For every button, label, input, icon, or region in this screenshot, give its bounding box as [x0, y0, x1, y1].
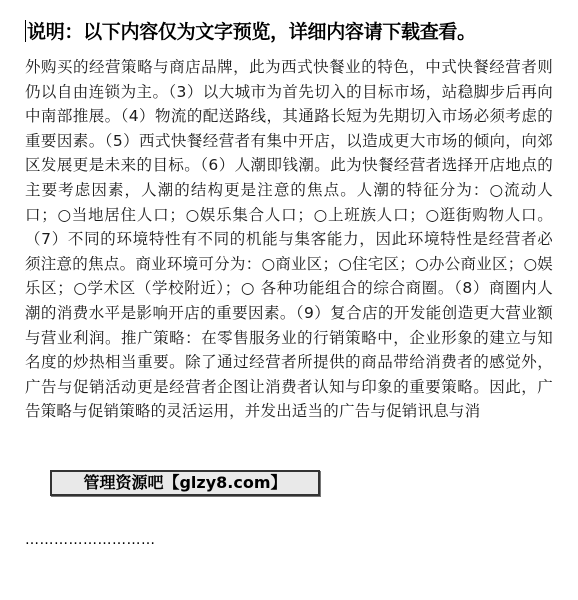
text-cursor — [25, 20, 26, 42]
continuation-ellipsis: ……………………… — [25, 532, 156, 548]
site-watermark-banner[interactable]: 管理资源吧【glzy8.com】 — [50, 470, 320, 496]
preview-notice: 说明：以下内容仅为文字预览，详细内容请下载查看。 — [27, 21, 476, 43]
document-body-text: 外购买的经营策略与商店品牌，此为西式快餐业的特色，中式快餐经营者则仍以自由连锁为主。（3）以大城市为首先切入的目标市场，站稳脚步后再向中南部推展。（4）物流的配送路线，其通路长短为先期切入市场必须考虑的重要因素。（5）西式快餐经营者有集中开店，以造成更大市场的倾向，向郊区发展更是未来的目标。（6）人潮即钱潮。此为快餐经营者选择开店地点的主要考虑因素，人潮的结构更是注意的焦点。人潮的特征分为：○流动人口；○当地居住人口；○娱乐集合人口；○上班族人口；○逛街购物人口。（7）不同的环境特性有不同的机能与集客能力，因此环境特性是经营者必须注意的焦点。商业环境可分为：○商业区；○住宅区；○办公商业区；○娱乐区；○学术区（学校附近）；○ 各种功能组合的综合商圈。（8）商圈内人潮的消费水平是影响开店的重要因素。（9）复合店的开发能创造更大营业额与营业利润。推广策略：在零售服务业的行销策略中，企业形象的建立与知名度的炒热相当重要。除了通过经营者所提供的商品带给消费者的感觉外，广告与促销活动更是经营者企图让消费者认知与印象的重要策略。因此，广告策略与促销策略的灵活运用，并发出适当的广告与促销讯息与消 — [25, 58, 553, 421]
